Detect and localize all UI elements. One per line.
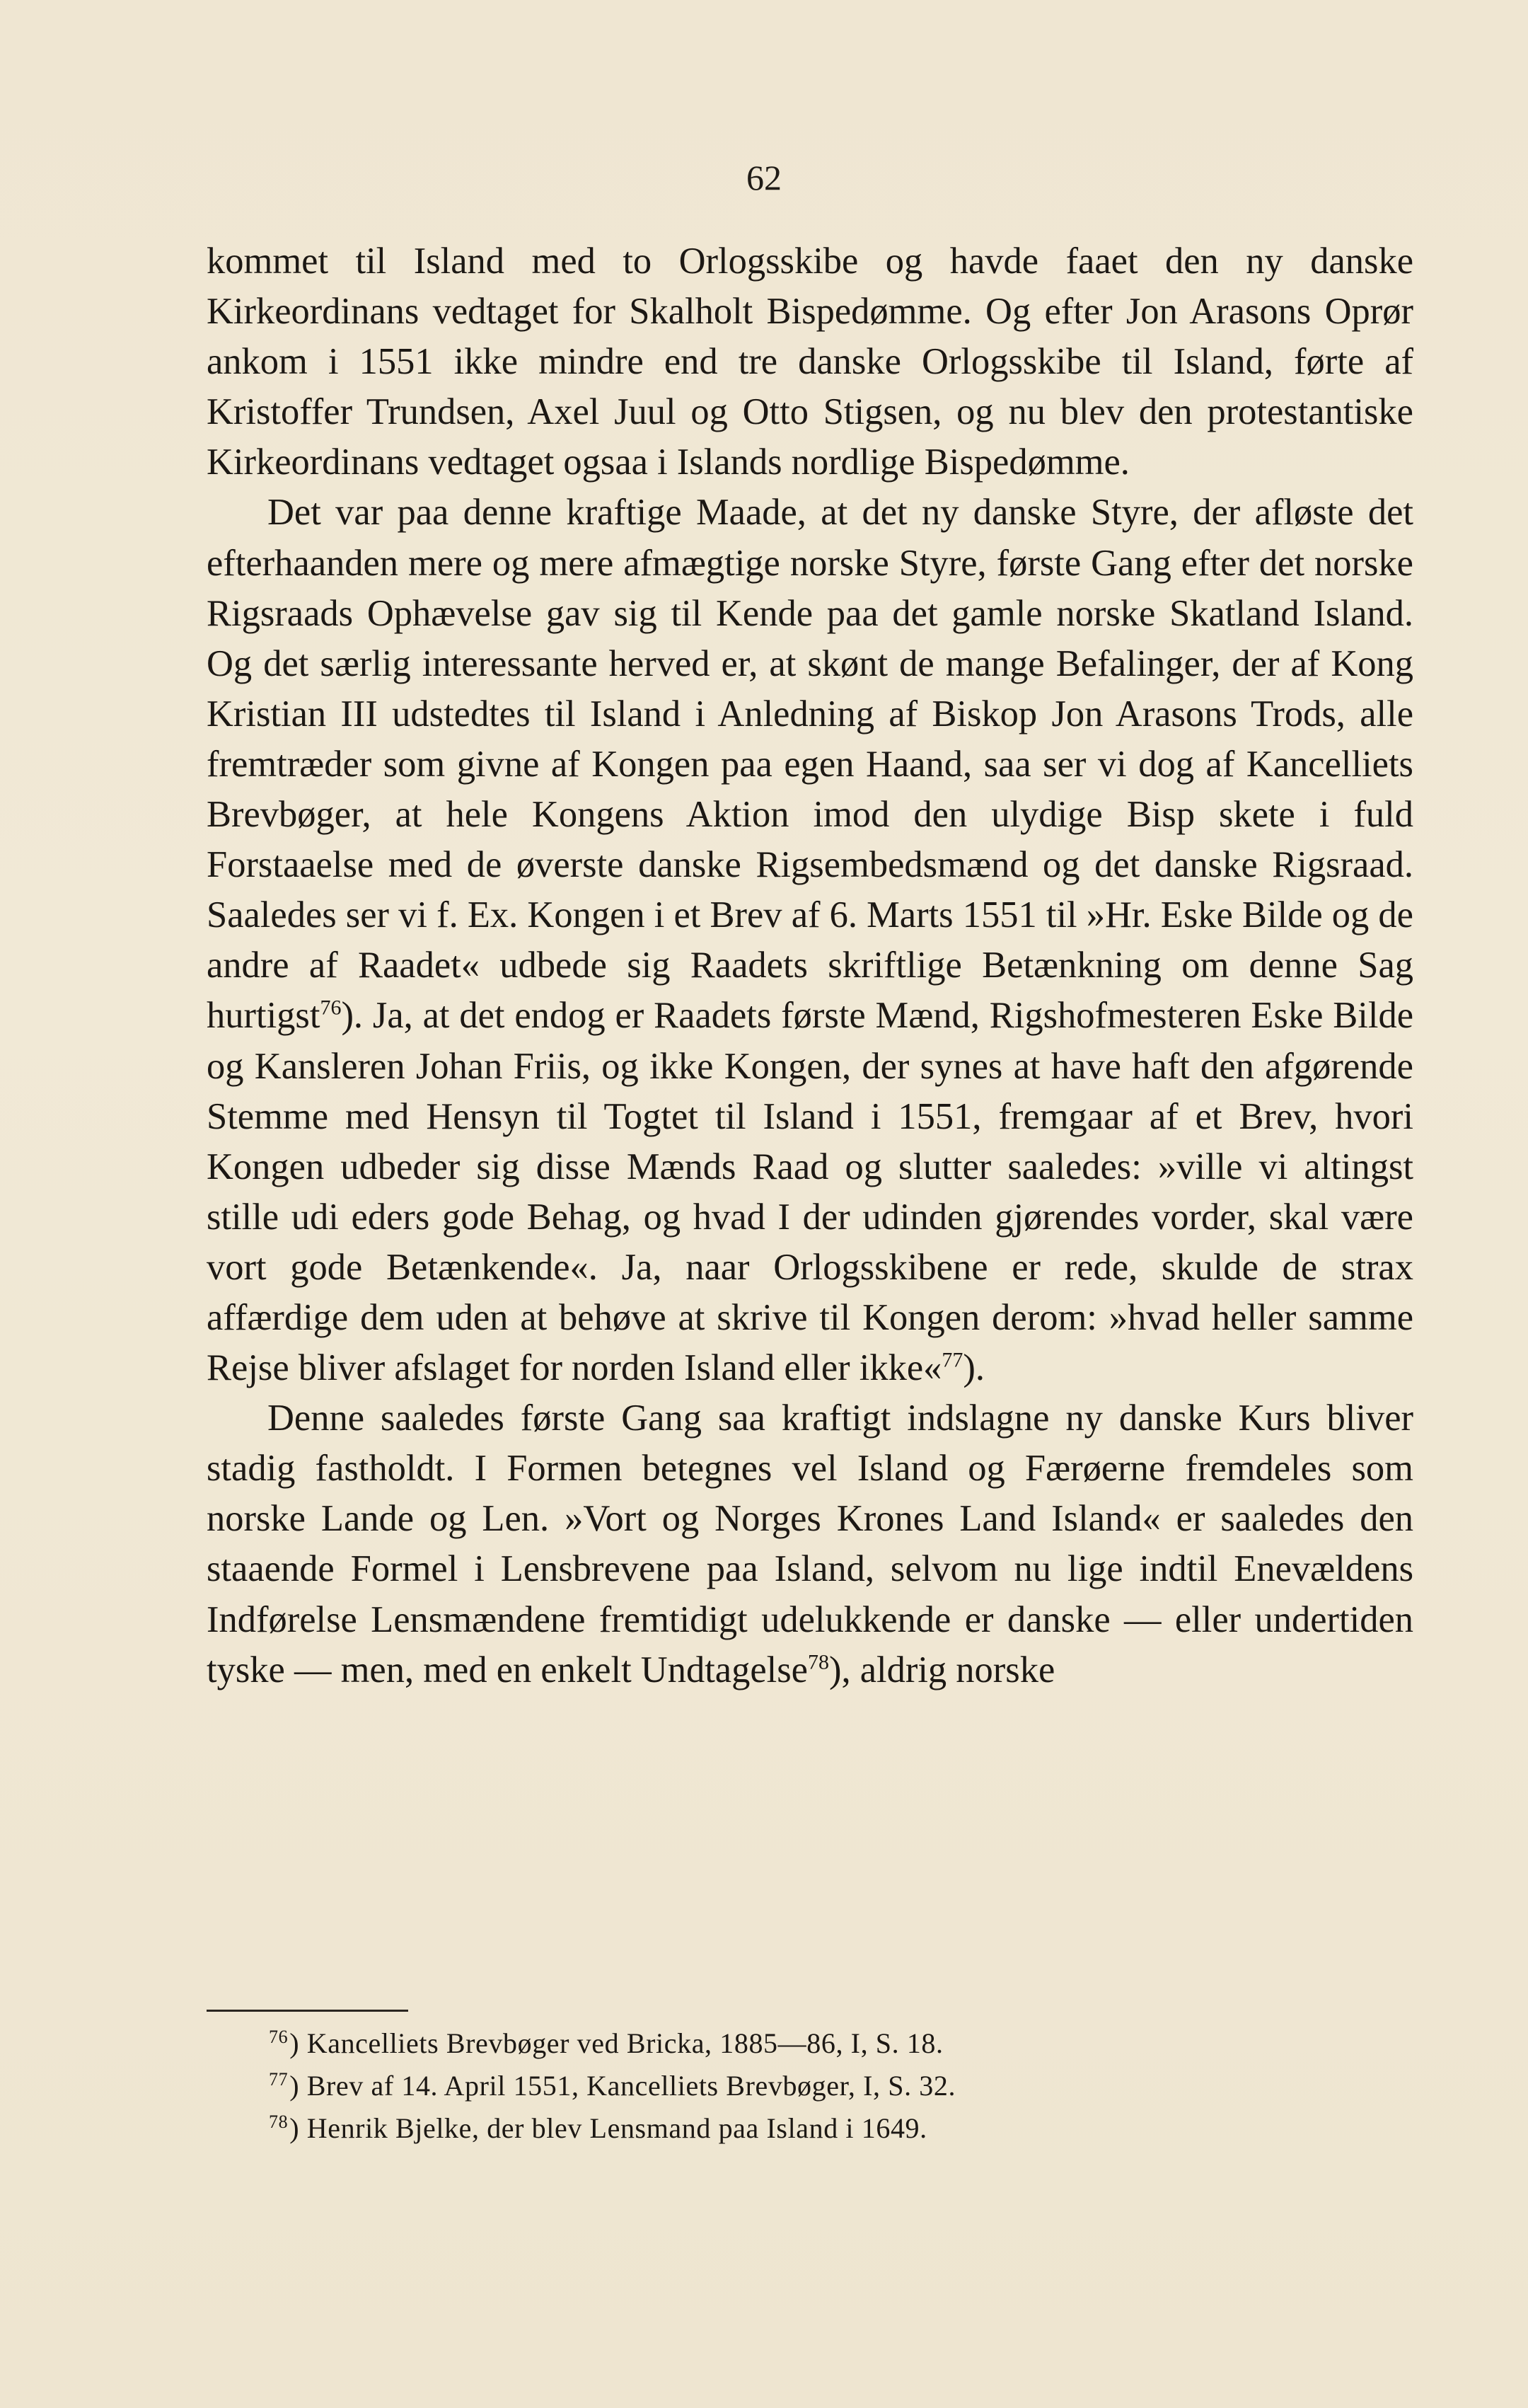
paragraph-2-text-a: Det var paa denne kraftige Maade, at det ny danske Styre, der afløste det efterhaanden mere og mere afmægtige norske Styre, første Gang efter det norske Rigsraads Ophævelse gav sig til Kende paa det gamle norske Skatland Island. Og det særlig interessante herved er, at skønt de mange Befalinger, der af Kong Kristian III udstedtes til Island i Anledning af Biskop Jon Arasons Trods, alle fremtræder som givne af Kongen paa egen Haand, saa ser vi dog af Kancelliets Brevbøger, at hele Kongens Aktion imod den ulydige Bisp skete i fuld Forstaaelse med de øverste danske Rigsembedsmænd og det danske Rigsraad. Saaledes ser vi f. Ex. Kongen i et Brev af 6. Marts 1551 til »Hr. Eske Bilde og de andre af Raadet« udbede sig Raadets skriftlige Betænkning om denne Sag hurtigst bbox=[207, 492, 1413, 1037]
footnote-text-76: ) Kancelliets Brevbøger ved Bricka, 1885—86, I, S. 18. bbox=[289, 2027, 944, 2059]
body-text bbox=[207, 236, 1413, 1695]
footnote-ref-77[interactable]: 77 bbox=[942, 1348, 963, 1372]
paragraph-1-text: kommet til Island med to Orlogsskibe og havde faaet den ny danske Kirkeordinans vedtaget for Skalholt Bispedømme. Og efter Jon Arasons Oprør ankom i 1551 ikke mindre end tre danske Orlogsskibe til Island, førte af Kristoffer Trundsen, Axel Juul og Otto Stigsen, og nu blev den protestantiske Kirkeordinans vedtaget ogsaa i Islands nordlige Bispedømme. bbox=[207, 241, 1413, 483]
page-number: 62 bbox=[746, 158, 782, 197]
footnote-ref-76[interactable]: 76 bbox=[320, 996, 342, 1020]
footnote-text-77: ) Brev af 14. April 1551, Kancelliets Brevbøger, I, S. 32. bbox=[289, 2070, 956, 2102]
footnotes bbox=[269, 2022, 1471, 2150]
paragraph-3-text-a: Denne saaledes første Gang saa kraftigt indslagne ny danske Kurs bliver stadig fastholdt. I Formen betegnes vel Island og Færøerne fremdeles som norske Lande og Len. »Vort og Norges Krones Land Island« er saaledes den staaende Formel i Lensbrevene paa Island, selvom nu lige indtil Enevældens Indførelse Lensmændene fremtidigt udelukkende er danske — eller undertiden tyske — men, med en enkelt Undtagelse bbox=[207, 1398, 1413, 1690]
footnote-mark-76: 76 bbox=[269, 2026, 289, 2047]
paragraph-3-text-b: ), aldrig norske bbox=[828, 1649, 1055, 1690]
paragraph-1 bbox=[207, 236, 1413, 488]
footnote-divider bbox=[207, 2010, 408, 2012]
footnote-78 bbox=[269, 2107, 1471, 2150]
paragraph-2-text-b: ). Ja, at det endog er Raadets første Mænd, Rigshofmesteren Eske Bilde og Kansleren Johan Friis, og ikke Kongen, der synes at have haft den afgørende Stemme med Hensyn til Togtet til Island i 1551, fremgaar af et Brev, hvori Kongen udbeder sig disse Mænds Raad og slutter saaledes: »ville vi altingst stille udi eders gode Behag, og hvad I der udinden gjørendes vorder, skal være vort gode Betænkende«. Ja, naar Orlogsskibene er rede, skulde de strax affærdige dem uden at behøve at skrive til Kongen derom: »hvad heller samme Rejse bliver afslaget for norden Island eller ikke« bbox=[207, 995, 1413, 1389]
paragraph-2-text-c: ). bbox=[963, 1347, 985, 1389]
footnote-77 bbox=[269, 2065, 1471, 2107]
footnote-text-78: ) Henrik Bjelke, der blev Lensmand paa Island i 1649. bbox=[289, 2112, 927, 2144]
paragraph-2 bbox=[207, 488, 1413, 1393]
paragraph-3 bbox=[207, 1393, 1413, 1695]
footnote-mark-77: 77 bbox=[269, 2068, 289, 2090]
footnote-ref-78[interactable]: 78 bbox=[807, 1650, 829, 1674]
footnote-mark-78: 78 bbox=[269, 2111, 289, 2132]
footnote-76 bbox=[269, 2022, 1471, 2065]
